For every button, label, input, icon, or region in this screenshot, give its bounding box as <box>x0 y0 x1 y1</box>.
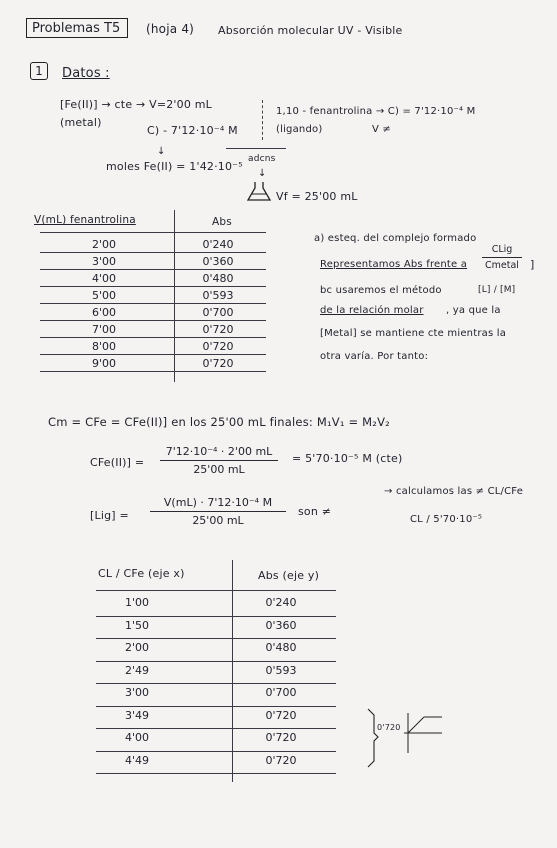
table-cell-x: 6'00 <box>91 306 117 319</box>
note-a1: a) esteq. del complejo formado <box>314 233 477 244</box>
moles-line: moles Fe(II) = 1'42·10⁻⁵ <box>106 160 243 173</box>
flask-icon <box>246 180 272 202</box>
table-cell-y: 0'480 <box>202 272 234 285</box>
table-cell-x: 2'00 <box>91 238 117 251</box>
note-a5: [Metal] se mantiene cte mientras la <box>320 328 507 339</box>
plateau-sketch <box>366 705 446 775</box>
note-a4b: , ya que la <box>446 305 501 316</box>
lig-denominator: 25'00 mL <box>192 514 244 527</box>
table-cell-x: 4'00 <box>91 272 117 285</box>
table-header-rule <box>96 590 336 591</box>
table-row-rule <box>40 252 266 253</box>
table-cell-x: 3'49 <box>124 708 150 722</box>
fe-denominator: 25'00 mL <box>193 463 245 476</box>
table-cell-x: 7'00 <box>91 323 117 336</box>
table-cell-y: 0'720 <box>202 340 234 353</box>
table-cell-y: 0'720 <box>202 323 234 336</box>
problem-number: 1 <box>30 62 48 80</box>
table2-header-y: Abs (eje y) <box>258 569 320 582</box>
table-row-rule <box>96 728 336 729</box>
ratio-denominator: Cmetal <box>485 260 519 271</box>
fe-fraction <box>160 445 278 476</box>
table-cell-y: 0'720 <box>265 753 297 767</box>
table-row-rule <box>40 286 266 287</box>
lig-label: [Lig] = <box>90 509 129 522</box>
table-cell-y: 0'593 <box>202 289 234 302</box>
metal-concentration: C) - 7'12·10⁻⁴ M <box>147 124 238 137</box>
datos-heading: Datos : <box>62 66 110 81</box>
table-cell-x: 3'00 <box>91 255 117 268</box>
metal-label: (metal) <box>60 116 102 129</box>
table-cell-x: 2'49 <box>124 663 150 677</box>
topic-heading: Absorción molecular UV - Visible <box>218 24 403 37</box>
note-a3b: [L] / [M] <box>478 285 516 295</box>
table-header-rule <box>40 232 266 233</box>
table-cell-x: 2'00 <box>124 641 150 654</box>
table-cell-x: 1'50 <box>124 618 150 632</box>
note-a4: de la relación molar <box>320 305 424 316</box>
table-cell-x: 3'00 <box>124 686 150 699</box>
table-row-rule <box>40 371 266 372</box>
table-cell-x: 4'00 <box>124 731 150 744</box>
table2-header-x: CL / CFe (eje x) <box>98 567 185 580</box>
table-cell-y: 0'593 <box>265 663 297 677</box>
table-cell-y: 0'240 <box>265 596 297 609</box>
table-cell-y: 0'720 <box>265 708 297 722</box>
lig-result: son ≠ <box>298 505 332 518</box>
note-a6: otra varía. Por tanto: <box>320 351 429 362</box>
table-row-rule <box>40 303 266 304</box>
table-cell-y: 0'720 <box>202 357 234 370</box>
table-row-rule <box>96 638 336 639</box>
fe-label: CFe(II)] = <box>90 456 145 469</box>
table-row-rule <box>96 773 336 774</box>
table-cell-x: 4'49 <box>124 753 150 767</box>
adicion-label: adcns <box>248 154 276 164</box>
table-cell-y: 0'720 <box>265 731 297 744</box>
ratio-fraction <box>482 244 522 271</box>
sheet-label: (hoja 4) <box>146 22 195 36</box>
page-title: Problemas T5 <box>26 18 128 38</box>
table1-divider <box>174 210 175 382</box>
note-a2: Representamos Abs frente a <box>320 259 468 270</box>
ligand-label: (ligando) <box>276 124 323 135</box>
table-cell-x: 8'00 <box>91 340 117 353</box>
final-volume: Vf = 25'00 mL <box>276 190 358 203</box>
note-a3: bc usaremos el método <box>320 285 442 296</box>
table-cell-x: 9'00 <box>91 357 117 370</box>
calc-note-1: → calculamos las ≠ CL/CFe <box>384 486 524 497</box>
bracket: ] <box>530 258 535 271</box>
down-arrow-2: ↓ <box>258 168 267 179</box>
table-cell-y: 0'700 <box>202 306 234 319</box>
table-row-rule <box>40 320 266 321</box>
table-row-rule <box>40 354 266 355</box>
table-cell-y: 0'240 <box>202 238 234 251</box>
table-cell-y: 0'360 <box>202 255 234 268</box>
table-row-rule <box>96 706 336 707</box>
plateau-label: 0'720 <box>377 723 401 732</box>
table-row-rule <box>40 269 266 270</box>
metal-line: [Fe(II)] → cte → V=2'00 mL <box>60 98 212 111</box>
table-cell-x: 1'00 <box>124 596 150 609</box>
table2-divider <box>232 560 233 782</box>
table-row-rule <box>40 337 266 338</box>
fe-result: = 5'70·10⁻⁵ M (cte) <box>292 452 403 465</box>
fe-numerator: 7'12·10⁻⁴ · 2'00 mL <box>165 445 273 458</box>
equation-cm: Cm = CFe = CFe(II)] en los 25'00 mL finales: M₁V₁ = M₂V₂ <box>48 415 390 429</box>
calc-note-2: CL / 5'70·10⁻⁵ <box>410 514 483 525</box>
divider <box>262 100 264 140</box>
down-arrow: ↓ <box>157 146 166 157</box>
ligand-volume: V ≠ <box>372 124 391 135</box>
table-row-rule <box>96 751 336 752</box>
table1-header-volume: V(mL) fenantrolina <box>34 214 136 226</box>
lig-numerator: V(mL) · 7'12·10⁻⁴ M <box>163 496 273 509</box>
table-cell-x: 5'00 <box>91 289 117 302</box>
lig-fraction <box>150 496 286 527</box>
table-row-rule <box>96 683 336 684</box>
table-cell-y: 0'360 <box>265 618 297 632</box>
table1-header-abs: Abs <box>212 216 232 228</box>
table-row-rule <box>96 661 336 662</box>
table-cell-y: 0'480 <box>265 641 297 654</box>
adicion-rule <box>226 148 286 149</box>
table-row-rule <box>96 616 336 617</box>
ratio-numerator: CLig <box>491 244 513 255</box>
table-cell-y: 0'700 <box>265 686 297 699</box>
ligand-line: 1,10 - fenantrolina → C) = 7'12·10⁻⁴ M <box>276 106 476 117</box>
